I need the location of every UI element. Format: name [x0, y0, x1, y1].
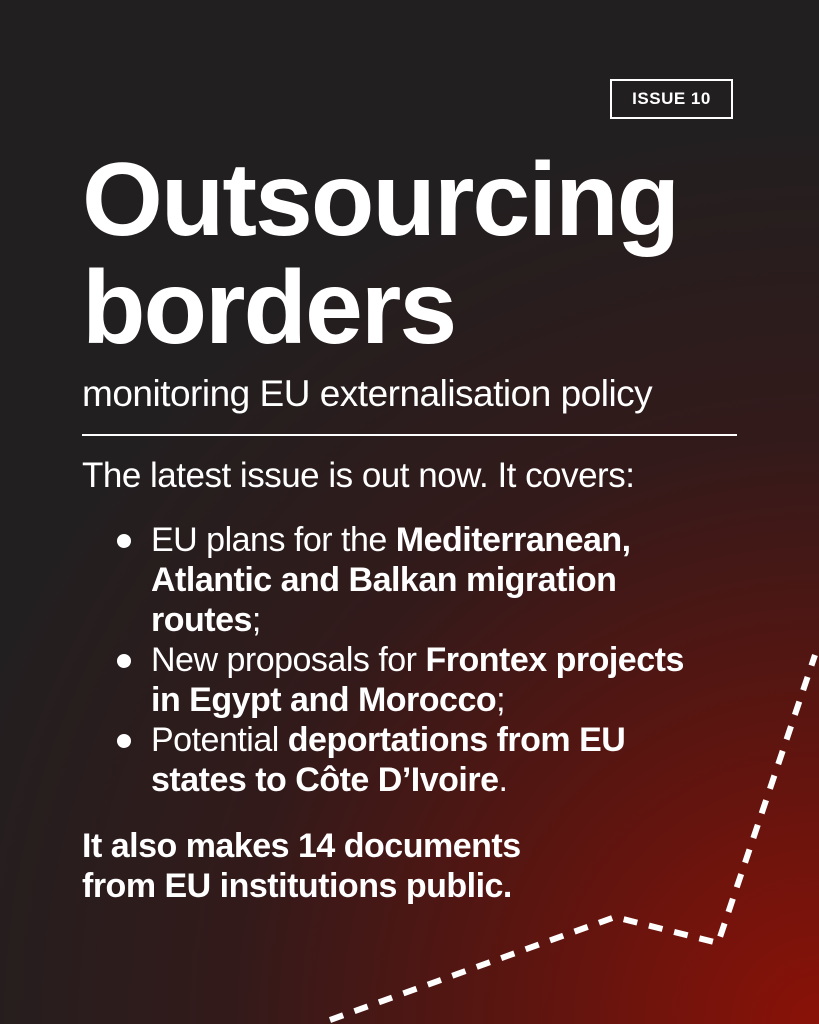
- list-item: [117, 640, 697, 720]
- bullet-icon: [117, 654, 131, 668]
- bullet-punct: ;: [496, 681, 506, 719]
- bullet-highlight: Mediterranean, Atlantic and Balkan migration routes: [151, 521, 631, 639]
- bullet-punct: .: [498, 761, 508, 799]
- bullet-icon: [117, 534, 131, 548]
- bullet-icon: [117, 734, 131, 748]
- topic-list: [117, 520, 697, 800]
- bullet-text: EU plans for the: [151, 521, 396, 559]
- bullet-highlight: deportations from EU states to Côte D’Ivoire: [151, 721, 626, 799]
- bullet-text: Potential: [151, 721, 288, 759]
- issue-badge: ISSUE 10: [610, 79, 733, 119]
- subtitle: monitoring EU externalisation policy: [82, 373, 653, 414]
- page-title: [82, 142, 762, 366]
- closing-line-2: from EU institutions public.: [82, 867, 512, 905]
- bullet-text: New proposals for: [151, 641, 426, 679]
- bullet-punct: ;: [251, 601, 261, 639]
- list-item: [117, 720, 697, 800]
- title-line-2: borders: [82, 250, 456, 366]
- intro-text: The latest issue is out now. It covers:: [82, 456, 635, 495]
- closing-statement: [82, 826, 642, 906]
- title-line-1: Outsourcing: [82, 142, 679, 258]
- bullet-highlight: Frontex projects in Egypt and Morocco: [151, 641, 684, 719]
- divider: [82, 434, 737, 436]
- closing-line-1: It also makes 14 documents: [82, 827, 521, 865]
- list-item: [117, 520, 697, 640]
